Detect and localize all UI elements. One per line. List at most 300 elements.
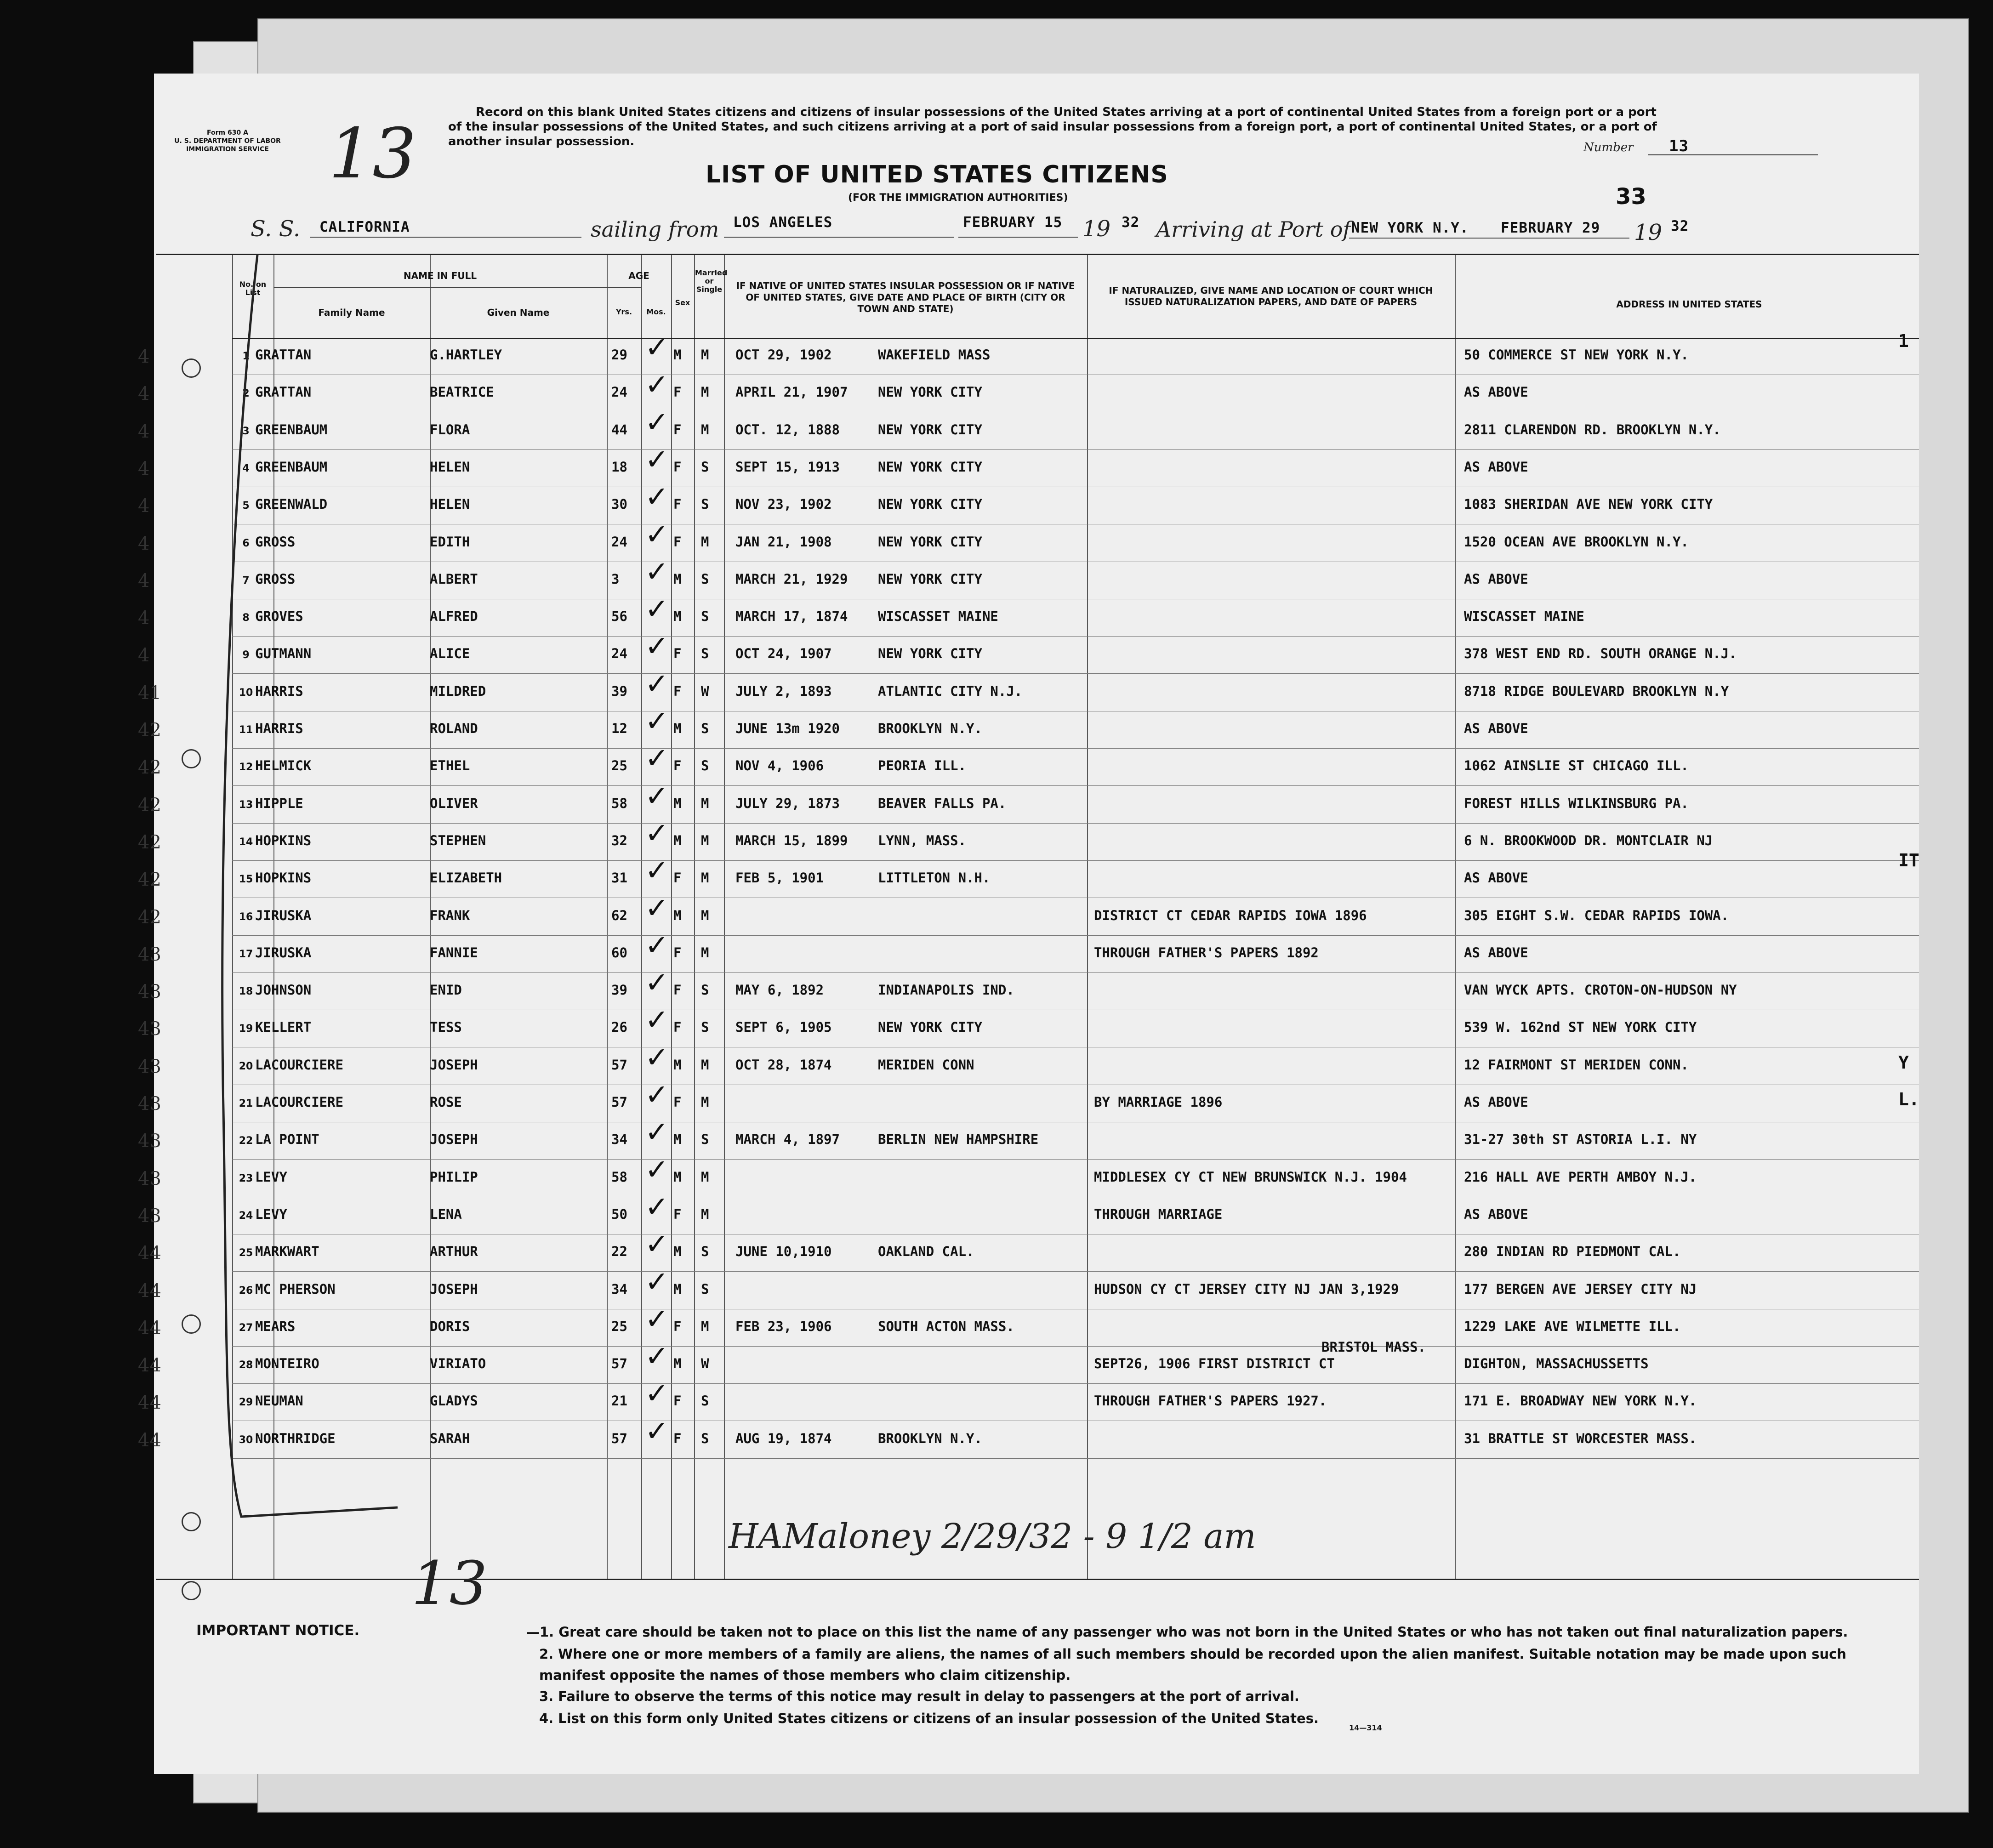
address: AS ABOVE [1464, 384, 1528, 400]
age-years: 32 [611, 832, 627, 848]
age-years: 50 [611, 1206, 627, 1222]
sex: F [673, 534, 682, 550]
age-years: 62 [611, 907, 627, 923]
checkmark-icon: ✓ [645, 853, 669, 887]
birth-date: NOV 4, 1906 [735, 758, 824, 774]
address: 177 BERGEN AVE JERSEY CITY NJ [1464, 1281, 1697, 1297]
birth-date: NOV 23, 1902 [735, 496, 832, 512]
given-name: STEPHEN [430, 832, 486, 848]
family-name: NORTHRIDGE [255, 1430, 336, 1446]
birth-place: BERLIN NEW HAMPSHIRE [878, 1132, 1039, 1148]
marital-status: S [701, 1430, 709, 1446]
given-name: ALBERT [430, 571, 478, 587]
given-name: ARTHUR [430, 1244, 478, 1260]
marital-status: M [701, 421, 709, 438]
row-number: 3 [242, 425, 250, 437]
header-no-on-list: No. on List [239, 280, 267, 297]
checkmark-icon: ✓ [645, 1264, 669, 1298]
sex: M [673, 907, 682, 923]
sex: M [673, 1281, 682, 1297]
given-name: ALICE [430, 646, 470, 662]
edge-fragment: L. [1898, 1089, 1919, 1109]
address: AS ABOVE [1464, 944, 1528, 961]
row-number: 23 [239, 1172, 253, 1184]
checkmark-icon: ✓ [645, 330, 669, 364]
family-name: HARRIS [255, 683, 303, 699]
birth-place: WISCASSET MAINE [878, 608, 998, 625]
checkmark-icon: ✓ [645, 442, 669, 476]
age-years: 57 [611, 1094, 627, 1110]
birth-date: SEPT 6, 1905 [735, 1019, 832, 1035]
margin-number: 42 [138, 906, 161, 928]
naturalization: HUDSON CY CT JERSEY CITY NJ JAN 3,1929 [1094, 1281, 1399, 1297]
sex: F [673, 1206, 682, 1222]
birth-date: JUNE 10,1910 [735, 1244, 832, 1260]
sex: M [673, 721, 682, 736]
marital-status: M [701, 944, 709, 961]
address: 50 COMMERCE ST NEW YORK N.Y. [1464, 347, 1689, 363]
family-name: MEARS [255, 1318, 296, 1334]
age-years: 24 [611, 646, 627, 662]
naturalization: THROUGH MARRIAGE [1094, 1206, 1223, 1222]
sex: M [673, 1356, 682, 1372]
margin-number: 42 [138, 794, 161, 816]
naturalization-court: BRISTOL MASS. [1321, 1339, 1426, 1355]
sex: F [673, 1393, 682, 1409]
age-years: 57 [611, 1057, 627, 1073]
family-name: GREENBAUM [255, 421, 328, 438]
address: 216 HALL AVE PERTH AMBOY N.J. [1464, 1169, 1697, 1185]
age-years: 3 [611, 571, 620, 587]
ss-label: S. S. [251, 216, 301, 242]
margin-number: 4 [138, 421, 150, 442]
sex: F [673, 758, 682, 774]
page-title: LIST OF UNITED STATES CITIZENS [706, 161, 1168, 188]
family-name: GREENBAUM [255, 459, 328, 475]
birth-date: SEPT 15, 1913 [735, 459, 840, 475]
family-name: HOPKINS [255, 832, 312, 848]
address: 378 WEST END RD. SOUTH ORANGE N.J. [1464, 646, 1737, 662]
sex: M [673, 832, 682, 848]
given-name: ENID [430, 982, 462, 998]
address: WISCASSET MAINE [1464, 608, 1584, 625]
address: 31-27 30th ST ASTORIA L.I. NY [1464, 1132, 1697, 1148]
row-number: 9 [242, 649, 250, 661]
family-name: MC PHERSON [255, 1281, 336, 1297]
sex: M [673, 1057, 682, 1073]
marital-status: W [701, 683, 709, 699]
family-name: MARKWART [255, 1244, 319, 1260]
margin-number: 44 [138, 1429, 161, 1451]
age-years: 39 [611, 683, 627, 699]
margin-number: 44 [138, 1392, 161, 1414]
birth-date: OCT 28, 1874 [735, 1057, 832, 1073]
row-number: 22 [239, 1135, 253, 1147]
birth-place: SOUTH ACTON MASS. [878, 1318, 1014, 1334]
margin-number: 43 [138, 1056, 161, 1077]
birth-date: AUG 19, 1874 [735, 1430, 832, 1446]
age-years: 57 [611, 1430, 627, 1446]
birth-date: MARCH 4, 1897 [735, 1132, 840, 1148]
given-name: FANNIE [430, 944, 478, 961]
sailing-label: sailing from [591, 217, 719, 242]
form-department: U. S. DEPARTMENT OF LABOR [174, 137, 281, 145]
given-name: JOSEPH [430, 1281, 478, 1297]
marital-status: M [701, 534, 709, 550]
checkmark-icon: ✓ [645, 666, 669, 700]
address: 539 W. 162nd ST NEW YORK CITY [1464, 1019, 1697, 1035]
naturalization: SEPT26, 1906 FIRST DISTRICT CT [1094, 1356, 1335, 1372]
given-name: ALFRED [430, 608, 478, 625]
age-years: 24 [611, 384, 627, 400]
checkmark-icon: ✓ [645, 928, 669, 962]
checkmark-icon: ✓ [645, 1414, 669, 1448]
row-number: 5 [242, 500, 250, 512]
given-name: MILDRED [430, 683, 486, 699]
birth-date: MARCH 17, 1874 [735, 608, 848, 625]
given-name: PHILIP [430, 1169, 478, 1185]
handwritten-page-number: 13 [329, 114, 416, 194]
age-years: 29 [611, 347, 627, 363]
margin-number: 42 [138, 831, 161, 853]
naturalization: DISTRICT CT CEDAR RAPIDS IOWA 1896 [1094, 907, 1367, 923]
address: AS ABOVE [1464, 721, 1528, 736]
marital-status: S [701, 721, 709, 736]
birth-place: BEAVER FALLS PA. [878, 795, 1007, 811]
address: 12 FAIRMONT ST MERIDEN CONN. [1464, 1057, 1689, 1073]
given-name: LENA [430, 1206, 462, 1222]
margin-number: 4 [138, 495, 150, 517]
page-subtitle: (FOR THE IMMIGRATION AUTHORITIES) [848, 192, 1068, 204]
arrival-year-prefix: 19 [1634, 220, 1663, 245]
marital-status: M [701, 1318, 709, 1334]
form-service: IMMIGRATION SERVICE [186, 146, 269, 153]
birth-date: JULY 2, 1893 [735, 683, 832, 699]
sex: F [673, 870, 682, 886]
family-name: GROSS [255, 534, 296, 550]
margin-number: 4 [138, 346, 150, 367]
address: 6 N. BROOKWOOD DR. MONTCLAIR NJ [1464, 832, 1713, 848]
header-age-months: Mos. [646, 307, 666, 316]
manifest-page [138, 74, 1919, 1774]
age-years: 24 [611, 534, 627, 550]
naturalization: MIDDLESEX CY CT NEW BRUNSWICK N.J. 1904 [1094, 1169, 1407, 1185]
departure-year: 32 [1122, 214, 1140, 231]
row-number: 30 [239, 1434, 253, 1446]
notice-item-2: 2. Where one or more members of a family are aliens, the names of all such members should be recorded upon the alien manifest. Suitable notation may be made upon such manifest opposite the names of those members who claim citizenship. [539, 1646, 1846, 1683]
given-name: HELEN [430, 459, 470, 475]
marital-status: S [701, 1132, 709, 1148]
margin-number: 43 [138, 981, 161, 1003]
checkmark-icon: ✓ [645, 1040, 669, 1074]
sex: M [673, 795, 682, 811]
margin-number: 4 [138, 645, 150, 666]
margin-number: 4 [138, 533, 150, 554]
marital-status: M [701, 795, 709, 811]
birth-place: NEW YORK CITY [878, 571, 982, 587]
marital-status: S [701, 758, 709, 774]
checkmark-icon: ✓ [645, 405, 669, 439]
family-name: NEUMAN [255, 1393, 303, 1409]
address: 305 EIGHT S.W. CEDAR RAPIDS IOWA. [1464, 907, 1729, 923]
given-name: VIRIATO [430, 1356, 486, 1372]
row-number: 1 [242, 351, 250, 362]
birth-date: APRIL 21, 1907 [735, 384, 848, 400]
birth-date: JULY 29, 1873 [735, 795, 840, 811]
margin-number: 4 [138, 608, 150, 629]
marital-status: S [701, 1393, 709, 1409]
margin-number: 43 [138, 1018, 161, 1040]
birth-date: MARCH 21, 1929 [735, 571, 848, 587]
checkmark-icon: ✓ [645, 1189, 669, 1223]
family-name: LEVY [255, 1206, 287, 1222]
row-number: 16 [239, 911, 253, 923]
notice-item-1: —1. Great care should be taken not to place on this list the name of any passenger who was not born in the United States or who has not taken out final naturalization papers. [526, 1624, 1848, 1640]
sex: F [673, 1019, 682, 1035]
address: 1062 AINSLIE ST CHICAGO ILL. [1464, 758, 1689, 774]
age-years: 57 [611, 1356, 627, 1372]
age-years: 25 [611, 758, 627, 774]
family-name: GROVES [255, 608, 303, 625]
checkmark-icon: ✓ [645, 554, 669, 588]
given-name: OLIVER [430, 795, 478, 811]
row-number: 8 [242, 612, 250, 624]
age-years: 60 [611, 944, 627, 961]
family-name: LEVY [255, 1169, 287, 1185]
page-stamp: 33 [1616, 184, 1646, 210]
birth-date: OCT 29, 1902 [735, 347, 832, 363]
margin-number: 44 [138, 1280, 161, 1302]
header-married-or-single: Married or Single [695, 268, 728, 294]
naturalization: BY MARRIAGE 1896 [1094, 1094, 1223, 1110]
family-name: GRATTAN [255, 347, 312, 363]
header-age-years: Yrs. [615, 307, 632, 316]
family-name: LACOURCIERE [255, 1094, 344, 1110]
header-age: AGE [628, 270, 649, 281]
sex: F [673, 1318, 682, 1334]
given-name: ELIZABETH [430, 870, 502, 886]
birth-place: MERIDEN CONN [878, 1057, 974, 1073]
ship-name: CALIFORNIA [319, 219, 410, 235]
arrival-year: 32 [1671, 218, 1689, 234]
age-years: 34 [611, 1132, 627, 1148]
row-number: 19 [239, 1023, 253, 1035]
birth-date: FEB 23, 1906 [735, 1318, 832, 1334]
family-name: JOHNSON [255, 982, 312, 998]
birth-place: NEW YORK CITY [878, 459, 982, 475]
age-years: 21 [611, 1393, 627, 1409]
marital-status: S [701, 1244, 709, 1260]
naturalization: THROUGH FATHER'S PAPERS 1927. [1094, 1393, 1327, 1409]
marital-status: S [701, 496, 709, 512]
marital-status: S [701, 1019, 709, 1035]
given-name: JOSEPH [430, 1057, 478, 1073]
sex: M [673, 347, 682, 363]
row-number: 29 [239, 1397, 253, 1409]
marital-status: M [701, 907, 709, 923]
birth-place: PEORIA ILL. [878, 758, 967, 774]
sex: F [673, 646, 682, 662]
header-sex: Sex [675, 298, 690, 307]
age-years: 26 [611, 1019, 627, 1035]
birth-place: OAKLAND CAL. [878, 1244, 974, 1260]
given-name: BEATRICE [430, 384, 494, 400]
marital-status: M [701, 384, 709, 400]
marital-status: W [701, 1356, 709, 1372]
edge-fragment: IT [1898, 850, 1919, 870]
row-number: 15 [239, 874, 253, 886]
marital-status: M [701, 832, 709, 848]
address: 1083 SHERIDAN AVE NEW YORK CITY [1464, 496, 1713, 512]
marital-status: S [701, 646, 709, 662]
checkmark-icon: ✓ [645, 368, 669, 402]
address: AS ABOVE [1464, 459, 1528, 475]
age-years: 25 [611, 1318, 627, 1334]
age-years: 18 [611, 459, 627, 475]
row-number: 2 [242, 388, 250, 400]
sex: F [673, 384, 682, 400]
row-number: 26 [239, 1285, 253, 1296]
family-name: GREENWALD [255, 496, 328, 512]
row-number: 7 [242, 574, 250, 586]
arriving-label: Arriving at Port of [1156, 217, 1351, 242]
edge-fragment: Y [1898, 1052, 1909, 1073]
birth-place: NEW YORK CITY [878, 384, 982, 400]
checkmark-icon: ✓ [645, 816, 669, 850]
birth-place: ATLANTIC CITY N.J. [878, 683, 1023, 699]
age-years: 44 [611, 421, 627, 438]
marital-status: M [701, 1169, 709, 1185]
row-number: 27 [239, 1322, 253, 1334]
marital-status: M [701, 870, 709, 886]
row-number: 4 [242, 462, 250, 474]
given-name: EDITH [430, 534, 470, 550]
header-family-name: Family Name [318, 307, 385, 318]
address: AS ABOVE [1464, 870, 1528, 886]
number-label: Number [1583, 141, 1634, 154]
row-number: 21 [239, 1098, 253, 1109]
notice-item-4: 4. List on this form only United States citizens or citizens of an insular possession of the United States. [539, 1711, 1319, 1726]
address: 31 BRATTLE ST WORCESTER MASS. [1464, 1430, 1697, 1446]
given-name: G.HARTLEY [430, 347, 502, 363]
row-number: 13 [239, 799, 253, 811]
age-years: 30 [611, 496, 627, 512]
given-name: FLORA [430, 421, 470, 438]
birth-place: BROOKLYN N.Y. [878, 1430, 982, 1446]
given-name: SARAH [430, 1430, 470, 1446]
sex: F [673, 421, 682, 438]
margin-number: 4 [138, 458, 150, 479]
given-name: ETHEL [430, 758, 470, 774]
birth-place: LYNN, MASS. [878, 832, 967, 848]
margin-number: 4 [138, 570, 150, 591]
record-instructions: Record on this blank United States citizens and citizens of insular possessions of the United States arriving at a port of continental United States from a foreign port or a port of the insular possessions of the United States, and such citizens arriving at a port of said insular possessions from a foreign port, a port of continental United States, or a port of another insular possession. [448, 105, 1657, 148]
naturalization: THROUGH FATHER'S PAPERS 1892 [1094, 944, 1319, 961]
checkmark-icon: ✓ [645, 1115, 669, 1149]
age-years: 31 [611, 870, 627, 886]
given-name: DORIS [430, 1318, 470, 1334]
birth-place: NEW YORK CITY [878, 421, 982, 438]
margin-number: 42 [138, 757, 161, 779]
address: AS ABOVE [1464, 571, 1528, 587]
checkmark-icon: ✓ [645, 779, 669, 813]
family-name: GROSS [255, 571, 296, 587]
marital-status: M [701, 1057, 709, 1073]
handwritten-page-number-bottom: 13 [411, 1548, 488, 1618]
marital-status: S [701, 982, 709, 998]
departure-year-prefix: 19 [1082, 216, 1111, 242]
sex: F [673, 683, 682, 699]
given-name: ROLAND [430, 721, 478, 736]
checkmark-icon: ✓ [645, 966, 669, 1000]
address: 2811 CLARENDON RD. BROOKLYN N.Y. [1464, 421, 1721, 438]
age-years: 22 [611, 1244, 627, 1260]
address: 280 INDIAN RD PIEDMONT CAL. [1464, 1244, 1681, 1260]
age-years: 12 [611, 721, 627, 736]
form-number: Form 630 A [207, 129, 248, 136]
form-code: 14—314 [1349, 1723, 1382, 1732]
sex: M [673, 571, 682, 587]
age-years: 58 [611, 1169, 627, 1185]
birth-date: JUNE 13m 1920 [735, 721, 840, 736]
margin-number: 44 [138, 1317, 161, 1339]
margin-number: 43 [138, 1093, 161, 1114]
checkmark-icon: ✓ [645, 891, 669, 925]
checkmark-icon: ✓ [645, 1227, 669, 1261]
header-given-name: Given Name [487, 307, 550, 318]
row-number: 20 [239, 1060, 253, 1072]
checkmark-icon: ✓ [645, 1339, 669, 1373]
checkmark-icon: ✓ [645, 592, 669, 626]
given-name: HELEN [430, 496, 470, 512]
sex: F [673, 459, 682, 475]
notice-item-3: 3. Failure to observe the terms of this notice may result in delay to passengers at the port of arrival. [539, 1689, 1299, 1704]
birth-date: JAN 21, 1908 [735, 534, 832, 550]
margin-number: 44 [138, 1243, 161, 1264]
address: AS ABOVE [1464, 1094, 1528, 1110]
address: 8718 RIDGE BOULEVARD BROOKLYN N.Y [1464, 683, 1729, 699]
margin-number: 42 [138, 720, 161, 741]
age-years: 58 [611, 795, 627, 811]
address: 1229 LAKE AVE WILMETTE ILL. [1464, 1318, 1681, 1334]
header-name-in-full: NAME IN FULL [403, 270, 477, 281]
checkmark-icon: ✓ [645, 1376, 669, 1410]
marital-status: S [701, 1281, 709, 1297]
birth-place: NEW YORK CITY [878, 1019, 982, 1035]
age-years: 56 [611, 608, 627, 625]
arrival-date: FEBRUARY 29 [1501, 220, 1600, 236]
birth-date: FEB 5, 1901 [735, 870, 824, 886]
address: DIGHTON, MASSACHUSSETTS [1464, 1356, 1649, 1372]
arrival-port: NEW YORK N.Y. [1351, 220, 1469, 236]
given-name: JOSEPH [430, 1132, 478, 1148]
birth-place: INDIANAPOLIS IND. [878, 982, 1014, 998]
checkmark-icon: ✓ [645, 1302, 669, 1336]
departure-port: LOS ANGELES [733, 214, 833, 231]
sex: F [673, 944, 682, 961]
marital-status: M [701, 1206, 709, 1222]
checkmark-icon: ✓ [645, 480, 669, 514]
inspector-signature: HAMaloney 2/29/32 - 9 1/2 am [729, 1517, 1256, 1556]
birth-place: LITTLETON N.H. [878, 870, 991, 886]
given-name: GLADYS [430, 1393, 478, 1409]
address: AS ABOVE [1464, 1206, 1528, 1222]
birth-place: NEW YORK CITY [878, 534, 982, 550]
row-number: 12 [239, 762, 253, 773]
marital-status: M [701, 1094, 709, 1110]
checkmark-icon: ✓ [645, 704, 669, 738]
birth-date: OCT. 12, 1888 [735, 421, 840, 438]
